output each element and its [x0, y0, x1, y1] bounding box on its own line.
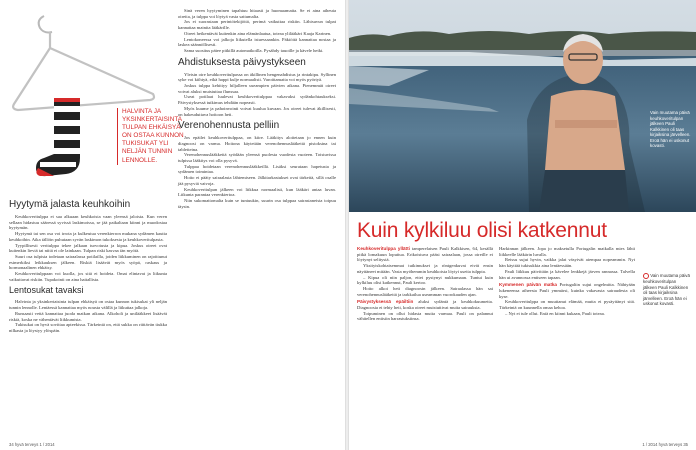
- paragraph: Reissu sujui hyvin, vaikka jalat väsyivät aiempaa nopeammin. Nyt hän käyttää tukisukkia aina lentäessään.: [499, 257, 635, 269]
- paragraph: Suuri osa tulpista todetaan sairaalassa potilailla, joiden liikkuminen on rajoittunut esimerkiksi leikkauksen jälkeen. Riskiä lisäävät myös syöpä, raskaus ja hormonaalinen ehkäisy.: [9, 253, 167, 271]
- pull-quote: HALVINTA JA YKSINKERTAISINTA TULPAN EHKÄISYÄ ON OSTAA KUNNON TUKISUKAT YLI NELJÄN TUNNIN LENNOLLE.: [117, 108, 184, 165]
- paragraph: Lentokoneessa voi jalkoja liikutella istuessaankin. Päkiöitä kannattaa nostaa ja laskea säännöllisesti.: [178, 36, 336, 48]
- heading-lentosukat: Lentosukat tavaksi: [9, 285, 84, 296]
- left-column-1: [9, 196, 167, 334]
- paragraph: Hyytymä tai sen osa voi irrota ja kulkeutua verenkierron mukana sydämen kautta keuhkoihin. Aika tällöin puhutaan syvän laskimon tukoksesta ja keuhkoveritulpasta.: [9, 231, 167, 242]
- side-caption-text: Vain muutama päivä keuhkoveritulpan jälkeen Pauli Kalkkinen oli taas kirjaiksina järvelleen. Eroä hän ei uskonut kovasti.: [643, 273, 690, 307]
- left-column-2: [178, 8, 336, 209]
- side-caption: [643, 273, 691, 307]
- lead-label: Keuhkoveritulppa yllätti: [357, 246, 410, 251]
- paragraph: Toipuminen on ollut hidasta mutta varmaa. Pauli on palannut vähitellen entisiin harrastuksiinsa.: [357, 310, 493, 322]
- paragraph: Oireet heikentävät kuitenkin aina elämänlaatua, toteaa ylilääkäri Kaaja Karinen.: [184, 30, 332, 36]
- lead-text: tamperelaisen Pauli Kalkkisen, 64, kesällä pitkä lomakuun loputtua. Erikoistuva pääsi sairaalaan, jossa oireille ei löytynyt selitystä.: [357, 246, 493, 263]
- paragraph: Harkinnan jälkeen. Jopa jo maksetulla Portugalin matkalla mies lähti liikkeelle lääkärin luvalla.: [499, 246, 635, 257]
- paragraph: Pauli liikkuu päivittäin ja kävelee lenkkejä järven rannassa. Talvella hän ui avannossa entiseen tapaan.: [499, 268, 635, 280]
- section-label: Päivystyksessä epäiltiin: [357, 299, 414, 305]
- right-page: [349, 0, 696, 450]
- paragraph: Keuhkoveritulppa ei saa alkuaan keuhkoista vaan yleensä jaloista. Kun veren sellaan hidastuu sääressä syvissä laskimoissa, se jää paikaltaan kiinni ja muodostaa hyytymän.: [9, 214, 167, 231]
- paragraph: Joskus tulppa kehittyy hiljalleen useampien päivien aikana. Pienemmät oireet voivat aluksi muistuttaa flunssaa.: [178, 83, 336, 94]
- paragraph: Runsaasti vettä kannattaa juoda matkan aikana. Alkoholi ja unilääkkeet lisäävät riskiä, koska ne vähentävät liikkumista.: [9, 310, 167, 322]
- paragraph: Yleisin oire keuhkoveritulpassa on äkillinen hengenahdistus ja rintakipu. Syllinen syke voi kiihtyä, eikä happi kulje normaalisti. Varoittamatta voi myös pyörtyä.: [178, 71, 336, 83]
- paragraph: Halvinta ja yksinkertaisinta tulpan ehkäisyä on ostaa kunnon tukisukat yli neljän tunnin lennolle. Lentäessä kannattaa myös nousta välillä ja liikuttaa jalkoja.: [9, 299, 167, 311]
- paragraph: Myös kuume ja pahoinvointi voivat kuulua kuvaan. Jos oireet tulevat äkillisesti, on hakeuduttava hoitoon heti.: [178, 105, 336, 117]
- right-column-2: [499, 246, 635, 316]
- paragraph: Keuhkoveritulppa on muuttanut elämää, mutta ei pysäyttänyt sitä. Tärkeintä on kuunnella omaa kehoa.: [499, 299, 635, 311]
- paragraph: Tukisukat on hyvä sovittaa apteekissa. Tärkeintä on, että sukka on riittävän tiukka nilkasta ja löystyy ylöspäin.: [9, 322, 167, 333]
- lake-photo: [349, 0, 696, 212]
- paragraph: Keuhkoveritulpan jälkeen voi liikkua normaalisti, kun lääkäri antaa luvan. Liikunta parantaa verenkiertoa.: [178, 186, 336, 198]
- paragraph: Tyypillisesti veritulppa tekee jalkaan turvotusta ja kipua. Joskus oireet ovat kuitenkin lieviä tai niitä ei ole lainkaan. Tulpan riski kasvaa iän myötä.: [9, 242, 167, 254]
- paragraph: Useat potilaat luulevat keuhkoveritulppaa vakavaksi sydänkohtaukseksi. Päivystyksessä tutkimus tehdään nopeasti.: [178, 94, 336, 106]
- heading-ahdistuksesta: Ahdistuksesta päivystykseen: [178, 56, 306, 68]
- paragraph: Jos ei suorastaan perintötekijöitä, perimä vaikuttaa riskiin. Lähisuvun tulpat kannattaa mainita lääkärille.: [178, 19, 336, 31]
- page-folio-right: 1 / 2014 hyvä terveys 35: [642, 442, 688, 447]
- paragraph: Tulppaa hoidetaan verenohennuslääkkeillä. Lisäksi seurataan hapetusta ja sydämen toimintaa.: [178, 163, 336, 175]
- paragraph: Jos epäilet keuhkoveritulppaa, on kiire. Lääkitys aloitetaan jo ennen kuin diagnoosi on varma. Hoitona käytetään verenohennuslääkettä pistoksina tai tabletteina.: [178, 135, 336, 152]
- paragraph: Keuhkoveritulppaan voi kuolla, jos sitä ei hoideta. Omat elintavat ja liikunta vaikuttavat riskiin. Tupakointi on aina haitallista.: [9, 271, 167, 282]
- photo-caption: Vain muutama päivä keuhkoveritulpan jälkeen Pauli Kalkkinen oli taas kirjaiksina järvelleen. Eroä hän ei uskonut kovasti.: [650, 110, 691, 148]
- paragraph: Niin sukomattomalta kuin se tuntuukin, suurin osa tulppaa sairastaneista toipuu täysin.: [178, 197, 336, 209]
- page-folio-left: 34 hyvä terveys 1 / 2014: [9, 442, 55, 447]
- paragraph: – Nyt ei tule ollut. Eniä en kiinni kukaan, Pauli toteaa.: [505, 310, 605, 316]
- paragraph: Yksityiskohtaisemmat tutkimukset ja röntgenkuvat eivät ensin näyttäneet mitään. Vasta myöhemmin keuhkoista löytyi useita tulppia.: [357, 263, 493, 274]
- heading-hyytyma: Hyytymä jalasta keuhkoihin: [9, 199, 131, 210]
- paragraph: Hoito ei pääty sairaalasta lähtemiseen. Jälkitarkastukset ovat tärkeitä, sillä osalle jää pysyviä vaivoja.: [178, 175, 336, 186]
- heading-verenohennusta: Verenohennusta pelliin: [178, 120, 280, 132]
- paragraph: Hoito alkoi heti diagnoosin jälkeen. Sairaalassa hän sai verenohennuslääkettä ja tarkkailua useamman vuorokauden ajan.: [357, 285, 493, 297]
- paragraph: Sama suositus pätee pitkillä automatkoilla. Pysähdy tauoille ja kävele hetki.: [184, 47, 324, 53]
- paragraph: Verenohennuslääkkeitä syödään yleensä puolesta vuodesta vuoteen. Toistuvissa tulpissa lääkitys voi olla pysyvä.: [178, 152, 336, 164]
- section-label: Kymmenen päivän matka: [499, 282, 557, 288]
- paragraph: – Kipua oli niin paljon, ettei pystynyt nukkumaan. Tuntui kuin kylkiluu olisi katkennut, Pauli kertoo.: [357, 274, 493, 286]
- right-column-1: [357, 246, 493, 322]
- paragraph: aluksi sydäntä ja keuhkokuumetta. Diagnoosia ei tehty heti, koska oireet muistuttivat muita sairauksia.: [357, 299, 493, 311]
- paragraph: Portugaliin sujui ongelmitta. Nähtyään lukeneensa aiheesta Pauli ymmärsi, kuinka vakavasta sairaudesta oli kyse.: [499, 282, 635, 299]
- left-page: [0, 0, 345, 450]
- article-title: Kuin kylkiluu olisi katkennut: [357, 219, 607, 242]
- paragraph: Sinä veren hyytyminen tapahtuu hitaasti ja huomaamatta. Se ei aina aiheuta oireita, ja tulppa voi löytyä vasta sattumalta.: [178, 8, 336, 19]
